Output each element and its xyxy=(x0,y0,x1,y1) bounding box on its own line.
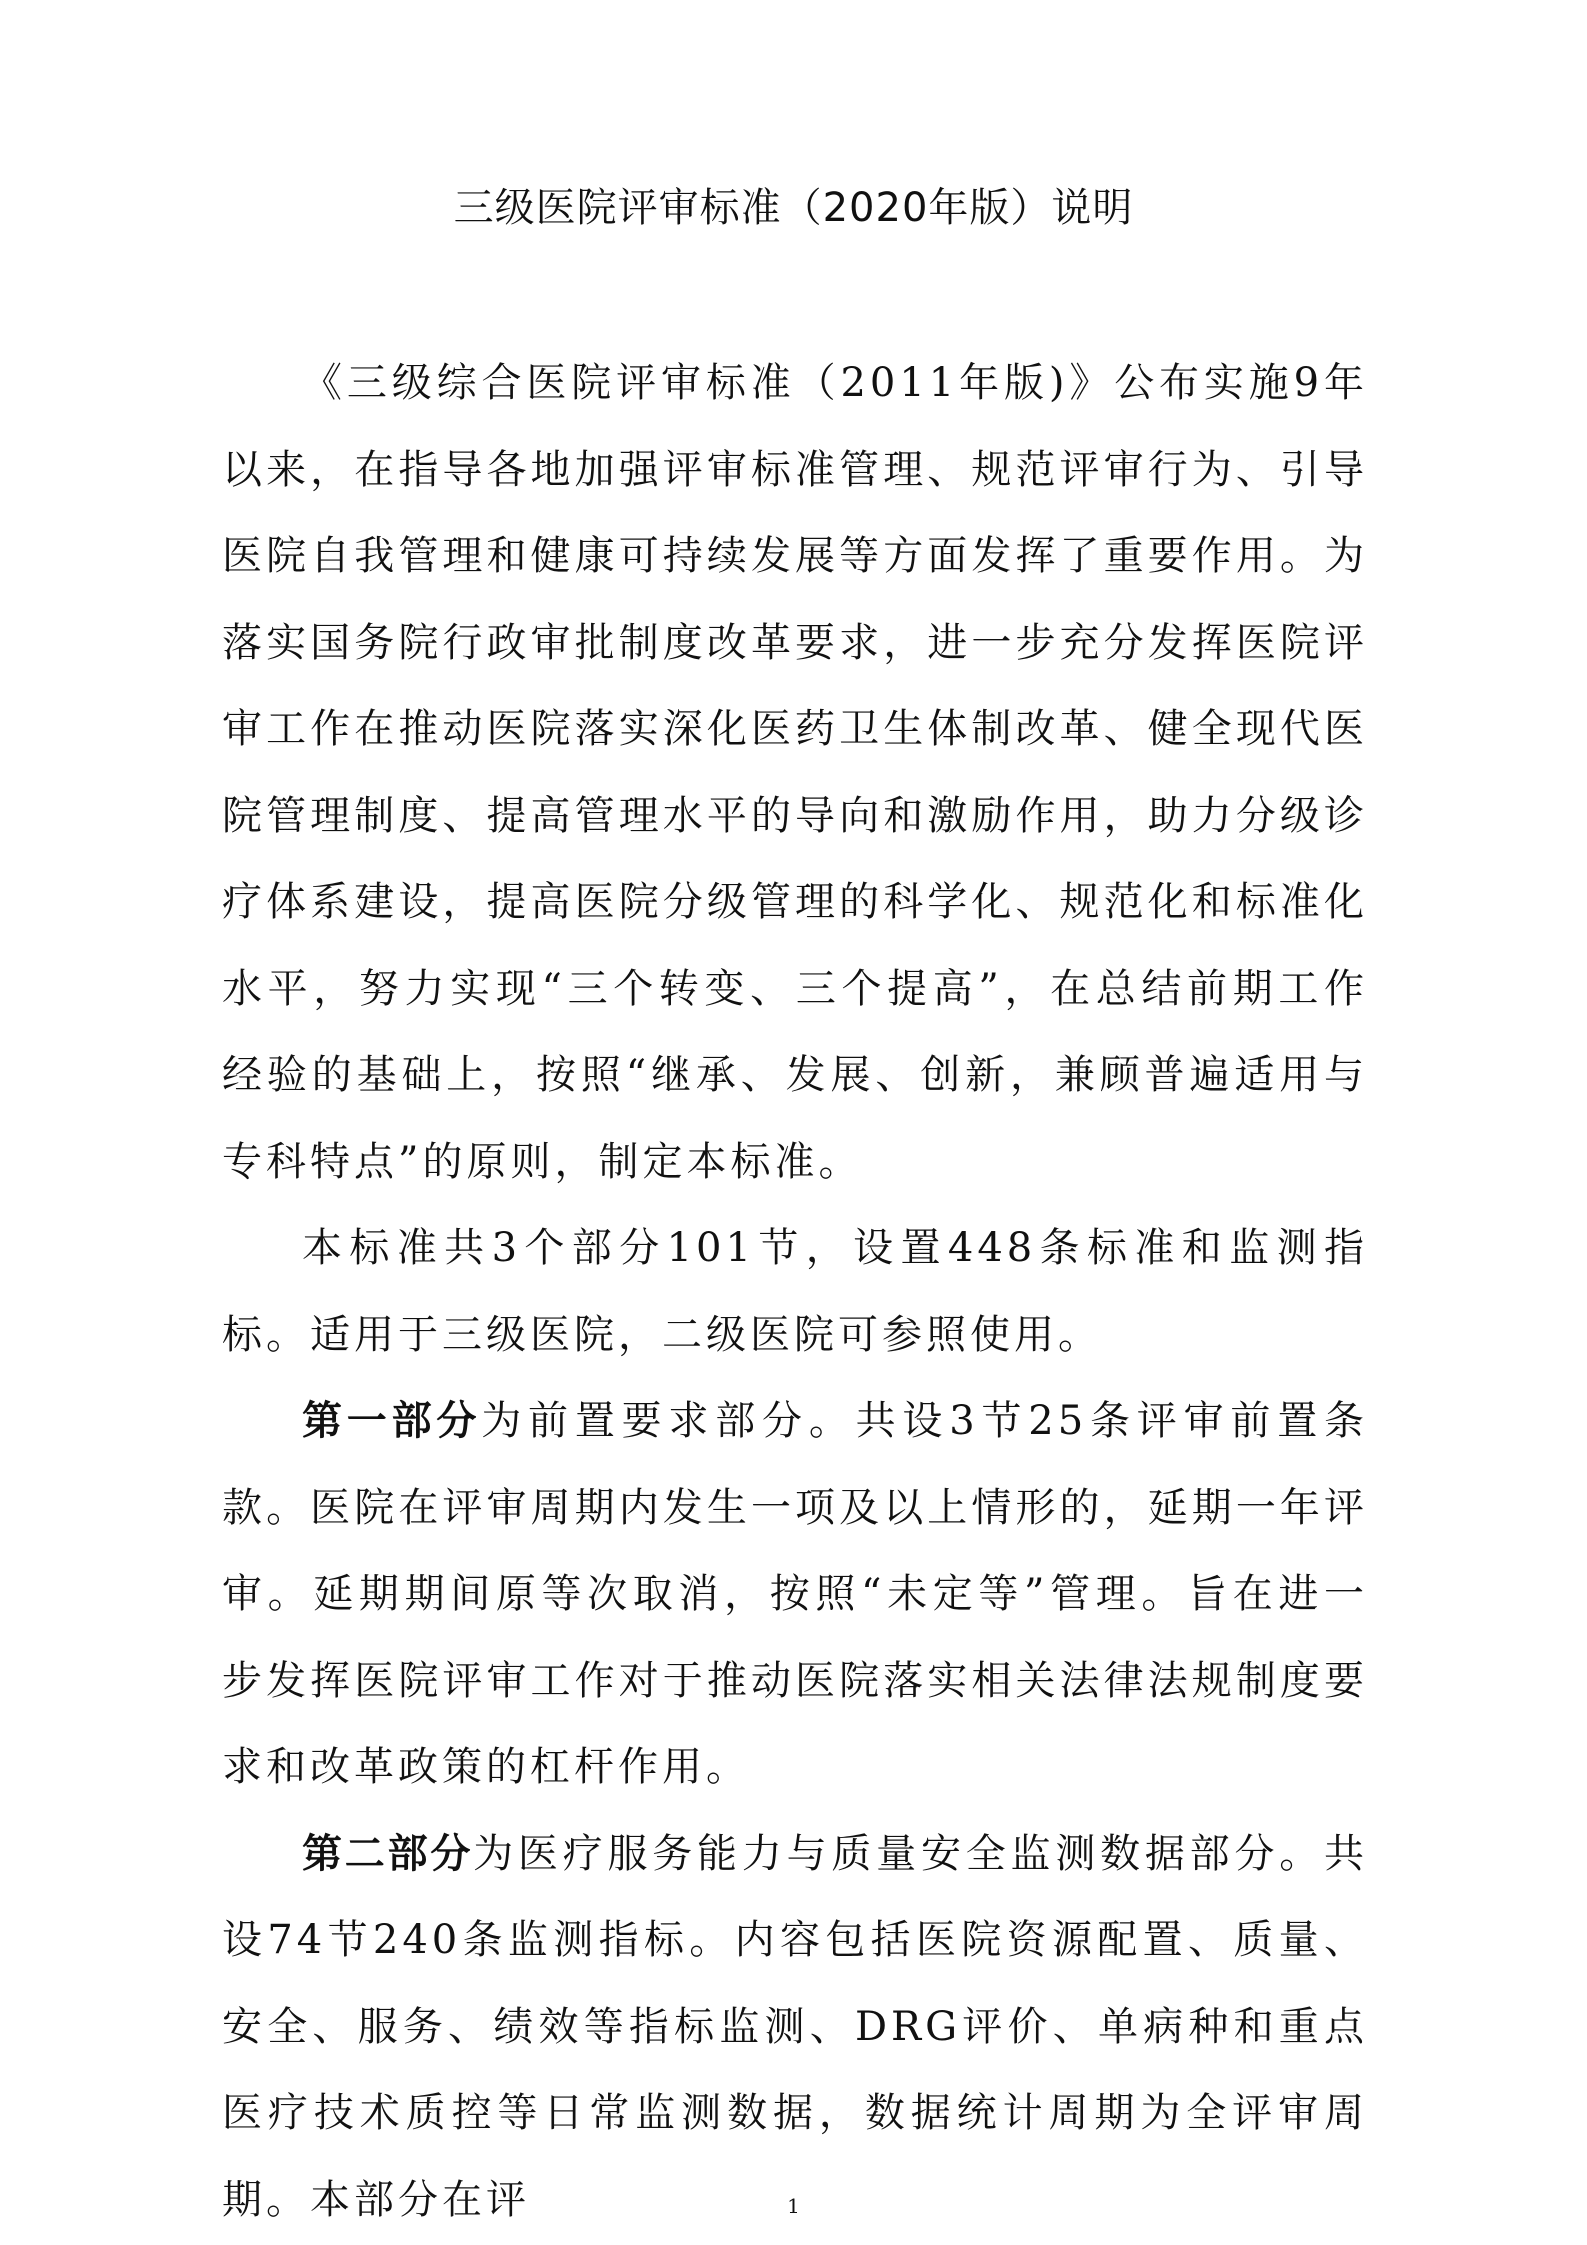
paragraph-text: 本标准共3个部分101节，设置448条标准和监测指标。适用于三级医院，二级医院可参照使用。 xyxy=(222,1225,1368,1358)
paragraph-text: 《三级综合医院评审标准（2011年版)》公布实施9年以来，在指导各地加强评审标准管理、规范评审行为、引导医院自我管理和健康可持续发展等方面发挥了重要作用。为落实国务院行政审批制度改革要求，进一步充分发挥医院评审工作在推动医院落实深化医药卫生体制改革、健全现代医院管理制度、提高管理水平的导向和激励作用，助力分级诊疗体系建设，提高医院分级管理的科学化、规范化和标准化水平，努力实现“三个转变、三个提高”，在总结前期工作经验的基础上，按照“继承、发展、创新，兼顾普遍适用与专科特点”的原则，制定本标准。 xyxy=(222,360,1368,1185)
page-number: 1 xyxy=(787,2194,800,2218)
document-body xyxy=(222,340,1368,2243)
paragraph-text: 为前置要求部分。共设3节25条评审前置条款。医院在评审周期内发生一项及以上情形的，延期一年评审。延期期间原等次取消，按照“未定等”管理。旨在进一步发挥医院评审工作对于推动医院落实相关法律法规制度要求和改革政策的杠杆作用。 xyxy=(222,1398,1368,1790)
paragraph-text: 为医疗服务能力与质量安全监测数据部分。共设74节240条监测指标。内容包括医院资源配置、质量、安全、服务、绩效等指标监测、DRG评价、单病种和重点医疗技术质控等日常监测数据，数据统计周期为全评审周期。本部分在评 xyxy=(222,1830,1369,2223)
part-one-heading: 第一部分 xyxy=(302,1398,482,1444)
paragraph-scope xyxy=(222,1205,1368,1378)
paragraph-part-one xyxy=(222,1378,1368,1811)
paragraph-intro xyxy=(222,340,1368,1205)
document-title: 三级医院评审标准（2020年版）说明 xyxy=(453,185,1134,231)
paragraph-part-two xyxy=(222,1811,1368,2244)
part-two-heading: 第二部分 xyxy=(302,1830,474,1877)
